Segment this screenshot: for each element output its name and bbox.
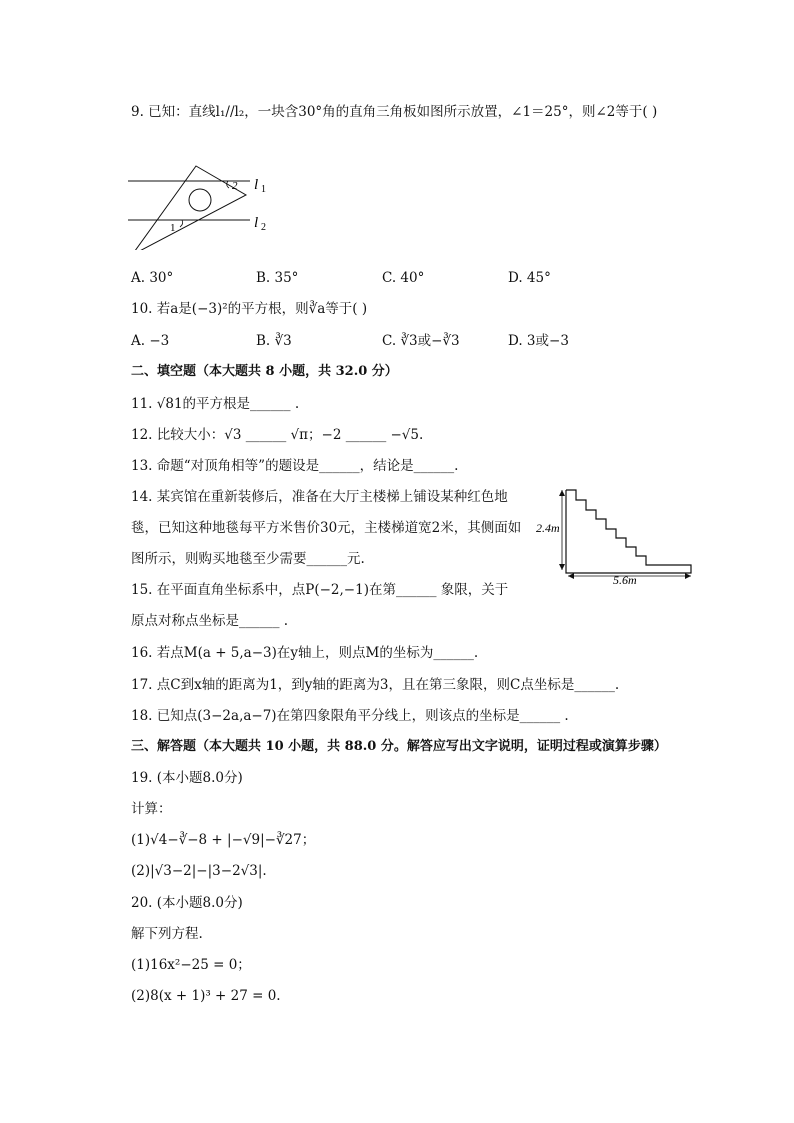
q16: 16. 若点M(a + 5,a−3)在y轴上，则点M的坐标为______. xyxy=(131,645,479,661)
q20-header: 20. (本小题8.0分) xyxy=(131,895,243,911)
q10-option-c: C. ∛3或−∛3 xyxy=(382,333,460,349)
q11: 11. √81的平方根是______ . xyxy=(131,396,300,412)
q9-option-b: B. 35° xyxy=(256,270,299,286)
q14-staircase-figure xyxy=(535,486,695,586)
q10-option-a: A. −3 xyxy=(131,333,170,349)
q19-part1: (1)√4−∛−8 + |−√9|−∛27； xyxy=(131,832,316,848)
l1-sub: 1 xyxy=(261,184,266,195)
q14-height-label: 2.4m xyxy=(536,521,560,535)
l2-label: l xyxy=(254,215,259,231)
q19-intro: 计算： xyxy=(131,801,172,817)
q12: 12. 比较大小：√3 ______ √π；−2 ______ −√5. xyxy=(131,427,424,443)
angle1-label: 1 xyxy=(170,222,176,234)
q15-line2: 原点对称点坐标是______ . xyxy=(131,613,289,629)
q9-option-c: C. 40° xyxy=(382,270,425,286)
q9-triangle-figure xyxy=(128,160,288,250)
l2-sub: 2 xyxy=(261,222,266,233)
q14-line3: 图所示，则购买地毯至少需要______元. xyxy=(131,551,365,567)
section2-heading: 二、填空题（本大题共 8 小题，共 32.0 分） xyxy=(131,364,398,379)
section3-heading: 三、解答题（本大题共 10 小题，共 88.0 分。解答应写出文字说明，证明过程或演算步骤） xyxy=(131,739,667,754)
q20-part2: (2)8(x + 1)³ + 27 = 0. xyxy=(131,988,281,1004)
q13: 13. 命题“对顶角相等”的题设是______，结论是______. xyxy=(131,458,459,474)
q10-option-b: B. ∛3 xyxy=(256,333,292,349)
q14-line2: 毯，已知这种地毯每平方米售价30元，主楼梯道宽2米，其侧面如 xyxy=(131,520,522,536)
q10-stem: 10. 若a是(−3)²的平方根，则∛a等于( ) xyxy=(131,301,368,317)
q9-option-a: A. 30° xyxy=(131,270,174,286)
q9-option-d: D. 45° xyxy=(508,270,551,286)
q14-width-label: 5.6m xyxy=(613,573,637,586)
l1-label: l xyxy=(254,177,259,193)
angle2-label: 2 xyxy=(232,180,238,192)
q19-header: 19. (本小题8.0分) xyxy=(131,770,243,786)
q14-line1: 14. 某宾馆在重新装修后，准备在大厅主楼梯上铺设某种红色地 xyxy=(131,489,508,505)
q15-line1: 15. 在平面直角坐标系中，点P(−2,−1)在第______ 象限，关于 xyxy=(131,582,509,598)
q20-part1: (1)16x²−25 = 0； xyxy=(131,957,251,973)
q19-part2: (2)|√3−2|−|3−2√3|. xyxy=(131,863,267,879)
q20-intro: 解下列方程. xyxy=(131,926,203,942)
q17: 17. 点C到x轴的距离为1，到y轴的距离为3，且在第三象限，则C点坐标是______. xyxy=(131,677,620,693)
q9-stem: 9. 已知：直线l₁//l₂，一块含30°角的直角三角板如图所示放置，∠1＝25°，则∠2等于( ) xyxy=(131,104,658,120)
q18: 18. 已知点(3−2a,a−7)在第四象限角平分线上，则该点的坐标是______ . xyxy=(131,708,569,724)
q10-option-d: D. 3或−3 xyxy=(508,333,569,349)
